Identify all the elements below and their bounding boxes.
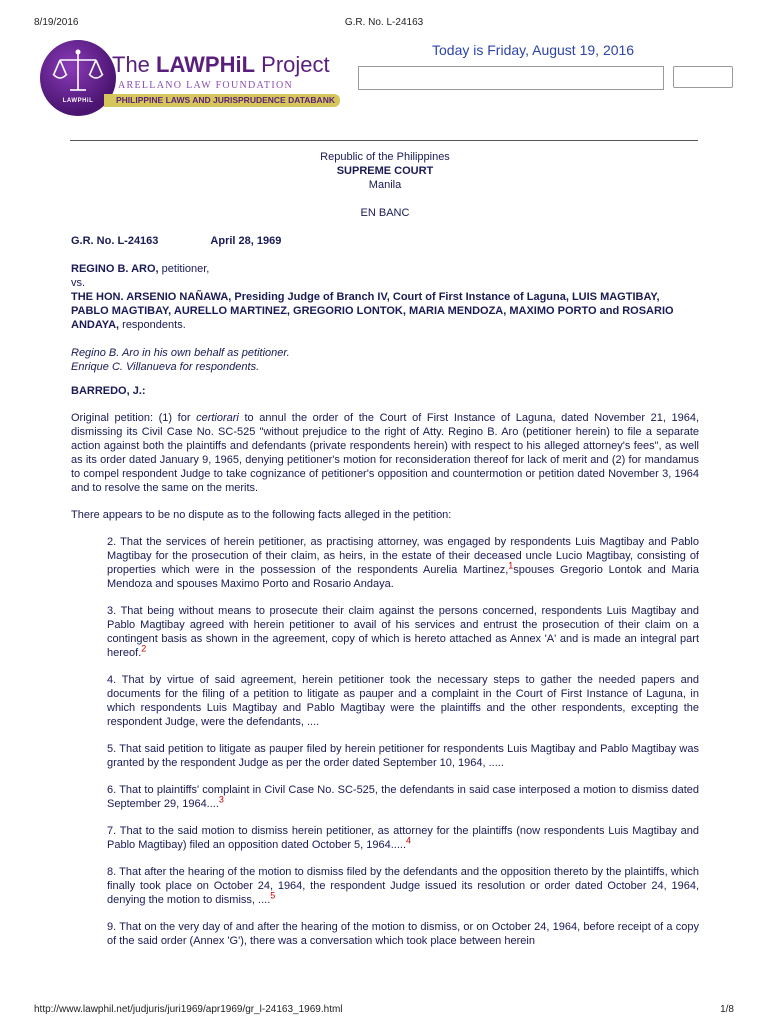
counsel-petitioner: Regino B. Aro in his own behalf as petitioner. xyxy=(71,347,290,359)
petitioner-name: REGINO B. ARO, xyxy=(71,263,159,275)
search-input[interactable] xyxy=(358,66,664,90)
q3-text: 3. That being without means to prosecute their claim against the persons concerned, respondents Luis Magtibay and Pablo Magtibay agreed with herein petitioner to avail of his services and entrust the prosecution of their claim on a contingent basis as shown in the agreement, copy of which is hereto attached as Annex 'A' and is made an integral part hereof. xyxy=(107,605,699,659)
logo-subtitle: ARELLANO LAW FOUNDATION xyxy=(118,80,294,91)
logo-band-text: PHILIPPINE LAWS AND JURISPRUDENCE DATABANK xyxy=(116,95,335,105)
court-heading xyxy=(71,150,699,220)
case-number: G.R. No. L-24163 xyxy=(71,235,159,247)
print-page-number: 1/8 xyxy=(720,1004,734,1015)
footnote-link-5[interactable]: 5 xyxy=(270,890,276,901)
logo-title xyxy=(112,52,330,78)
ponente: BARREDO, J.: xyxy=(71,385,146,397)
p1-text-a: Original petition: (1) for xyxy=(71,412,197,424)
quoted-paragraph-2 xyxy=(107,535,699,591)
print-footer xyxy=(34,1004,734,1018)
logo-title-bold: LAWPHiL xyxy=(156,52,256,77)
print-date: 8/19/2016 xyxy=(34,17,79,28)
parties xyxy=(71,262,699,332)
logo-circle-text: LAWPHiL xyxy=(62,98,94,104)
respondents-role: respondents. xyxy=(119,319,186,331)
division: EN BANC xyxy=(360,207,410,219)
paragraph-facts-intro: There appears to be no dispute as to the following facts alleged in the petition: xyxy=(71,509,452,521)
logo-title-post: Project xyxy=(255,52,330,77)
quoted-paragraph-7 xyxy=(107,824,699,852)
search-button[interactable] xyxy=(673,66,733,88)
footnote-link-2[interactable]: 2 xyxy=(141,643,147,654)
petitioner-role: petitioner, xyxy=(158,263,210,275)
quoted-paragraph-8 xyxy=(107,865,699,907)
logo-band xyxy=(104,94,340,107)
footnote-link-4[interactable]: 4 xyxy=(406,835,412,846)
counsel-respondents: Enrique C. Villanueva for respondents. xyxy=(71,361,260,373)
print-url[interactable]: http://www.lawphil.net/judjuris/juri1969/apr1969/gr_l-24163_1969.html xyxy=(34,1004,343,1015)
republic: Republic of the Philippines xyxy=(320,151,450,163)
respondents-names: THE HON. ARSENIO NAÑAWA, Presiding Judge of Branch IV, Court of First Instance of Laguna, LUIS MAGTIBAY, PABLO MAGTIBAY, AURELLO MARTINEZ, GREGORIO LONTOK, MARIA MENDOZA, MAXIMO PORTO and ROSARIO ANDAYA, xyxy=(71,291,674,331)
quoted-paragraph-3 xyxy=(107,604,699,660)
q2-text-a: 2. That the services of herein petitioner, as practising attorney, was engaged by respondents Luis Magtibay and Pablo Magtibay for the prosecution of their claim, as heirs, in the estate of their deceased uncle Lucio Magtibay, consisting of properties which were in the possession of the respondents Aurelia Martinez, xyxy=(107,536,699,576)
footnote-link-1[interactable]: 1 xyxy=(508,560,514,571)
q6-text: 6. That to plaintiffs' complaint in Civil Case No. SC-525, the defendants in said case interposed a motion to dismiss dated September 29, 1964.... xyxy=(107,784,699,810)
today-date: Today is Friday, August 19, 2016 xyxy=(432,42,635,58)
counsel xyxy=(71,346,699,374)
q7-text: 7. That to the said motion to dismiss herein petitioner, as attorney for the plaintiffs (now respondents Luis Magtibay and Pablo Magtibay) filed an opposition dated October 5, 1964..... xyxy=(107,825,699,851)
case-number-line xyxy=(71,234,699,248)
quoted-paragraph-9: 9. That on the very day of and after the hearing of the motion to dismiss, or on October 24, 1964, before receipt of a copy of the said order (Annex 'G'), there was a conversation which took place between herein xyxy=(107,921,699,947)
quoted-paragraph-5: 5. That said petition to litigate as pauper filed by herein petitioner for respondents Luis Magtibay and Pablo Magtibay was granted by the respondent Judge as per the order dated September 10, 1964, ..... xyxy=(107,743,699,769)
case-date: April 28, 1969 xyxy=(210,235,282,247)
divider xyxy=(70,140,698,141)
print-title: G.R. No. L-24163 xyxy=(344,17,424,28)
city: Manila xyxy=(368,179,402,191)
print-header xyxy=(34,17,734,31)
quoted-paragraph-4: 4. That by virtue of said agreement, herein petitioner took the necessary steps to gather the needed papers and documents for the filing of a petition to litigate as pauper and a complaint in the Court of First Instance of Laguna, in which respondents Luis Magtibay and Pablo Magtibay were the plaintiffs and the other respondents, excepting the respondent Judge, were the defendants, .... xyxy=(107,674,699,728)
q2-text-b: spouses Gregorio Lontok and Maria Mendoza and spouses Maximo Porto and Rosario Andaya. xyxy=(107,564,699,590)
versus: vs. xyxy=(71,277,86,289)
footnote-link-3[interactable]: 3 xyxy=(218,794,224,805)
quoted-paragraph-6 xyxy=(107,783,699,811)
decision-content xyxy=(71,150,699,948)
p1-text-b: to annul the order of the Court of First Instance of Laguna, dated November 21, 1964, dismissing its Civil Case No. SC-525 "without prejudice to the right of Atty. Regino B. Aro (petitioner herein) to file a separate action against both the plaintiffs and defendants (private respondents herein) with respect to his alleged attorney's fees", as well as its order dated January 9, 1965, denying petitioner's motion for reconsideration thereof for lack of merit and (2) for mandamus to compel respondent Judge to take cognizance of petitioner's opposition and countermotion or petition dated November 3, 1964 and to resolve the same on the merits. xyxy=(71,412,699,494)
q8-text: 8. That after the hearing of the motion to dismiss filed by the defendants and the opposition thereto by the plaintiffs, which finally took place on October 24, 1964, the respondent Judge issued its resolution or order dated October 24, 1964, denying the motion to dismiss, .... xyxy=(107,866,699,906)
court-name: SUPREME COURT xyxy=(336,165,434,177)
logo-title-pre: The xyxy=(112,52,157,77)
p1-italic: certiorari xyxy=(196,412,239,424)
paragraph-intro xyxy=(71,411,699,495)
lawphil-logo[interactable] xyxy=(40,40,350,116)
